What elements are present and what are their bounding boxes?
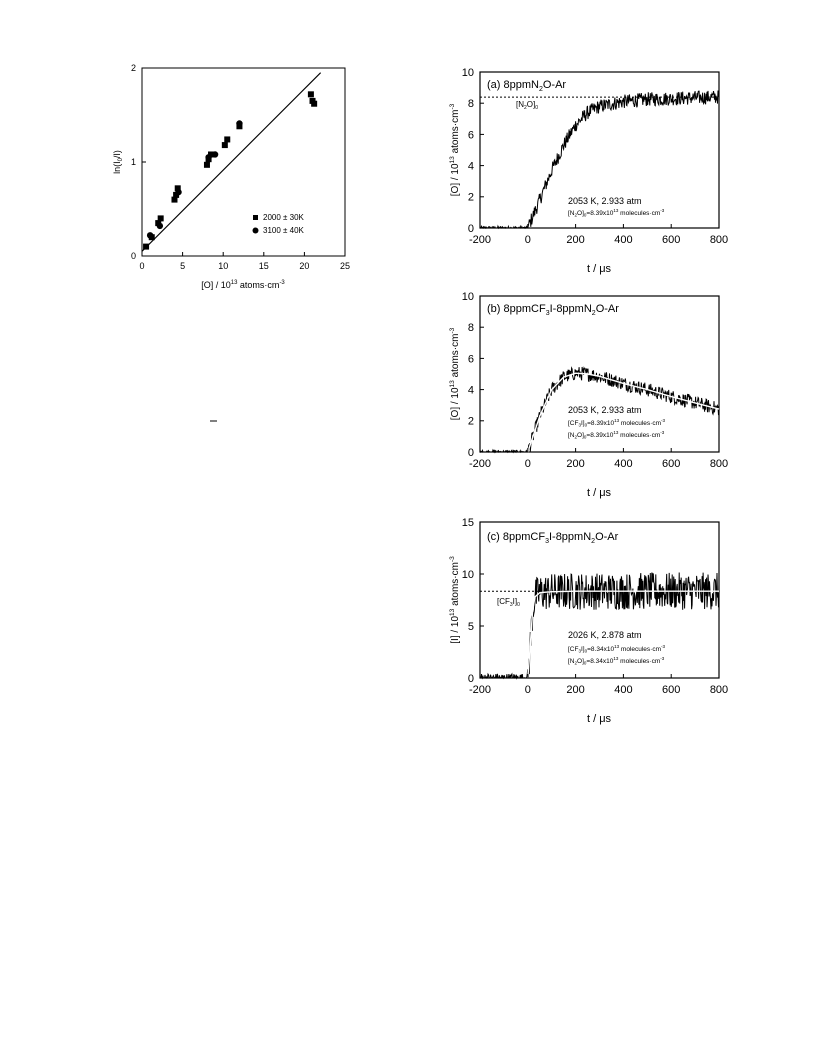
x-tick-label: 0 bbox=[524, 234, 531, 246]
x-axis-label: t / μs bbox=[586, 263, 612, 275]
legend-entry-2000k: 2000 ± 30K bbox=[263, 213, 304, 222]
data-point-circle bbox=[175, 189, 181, 195]
reference-label: $[CF_3I]_0$ bbox=[497, 597, 520, 608]
data-point-square bbox=[143, 244, 149, 250]
y-ticks bbox=[462, 517, 484, 685]
y-axis-label: $\ln(I_0/I)$ bbox=[112, 150, 124, 174]
conditions-line-2: $[CF_3I]_0=8.39x10^{13}$ $molecules\cdot cm^{-3}$ bbox=[568, 418, 666, 428]
x-tick-label: 800 bbox=[709, 234, 729, 246]
y-tick-label: 6 bbox=[467, 129, 474, 142]
x-tick-label: 400 bbox=[614, 234, 633, 246]
x-tick-label: 800 bbox=[709, 684, 729, 696]
y-tick-label: 0 bbox=[467, 446, 474, 459]
panel-c-plot bbox=[449, 517, 728, 725]
x-tick-label: 200 bbox=[566, 684, 585, 696]
y-tick-label: 2 bbox=[467, 415, 474, 428]
x-tick-label: 400 bbox=[614, 458, 633, 470]
x-tick-label: 600 bbox=[662, 458, 681, 470]
y-tick-label: 4 bbox=[467, 384, 474, 397]
y-tick-label: 6 bbox=[467, 353, 474, 366]
conditions-line-1: 2053 K, 2.933 atm bbox=[568, 196, 642, 206]
y-tick-label: 1 bbox=[130, 157, 136, 168]
y-tick-label: 10 bbox=[461, 66, 474, 79]
y-tick-label: 2 bbox=[467, 191, 474, 204]
y-tick-label: 0 bbox=[467, 222, 474, 235]
x-tick-label: 25 bbox=[339, 261, 351, 271]
plot-frame bbox=[142, 68, 345, 256]
data-point-circle bbox=[157, 223, 163, 229]
y-tick-label: 5 bbox=[467, 620, 474, 633]
data-point-square bbox=[308, 91, 314, 97]
plot-marks bbox=[142, 73, 321, 252]
panel-title: (c) 8ppmCF$_3$I-8ppmN$_2$O-Ar bbox=[487, 531, 619, 545]
data-point-square bbox=[204, 162, 210, 168]
x-tick-label: 600 bbox=[662, 684, 681, 696]
legend bbox=[253, 213, 305, 235]
panel-b-plot bbox=[449, 291, 728, 499]
y-axis-label: $[O] / 10^{13}$ $atoms\cdot cm^{-3}$ bbox=[449, 327, 461, 421]
conditions-line-2: $[N_2O]_0=8.39x10^{13}$ $molecules\cdot cm^{-3}$ bbox=[568, 208, 665, 218]
y-tick-label: 0 bbox=[467, 672, 474, 685]
panel-title: (a) 8ppmN$_2$O-Ar bbox=[487, 79, 567, 93]
y-ticks bbox=[131, 63, 146, 261]
x-tick-label: -200 bbox=[468, 684, 492, 696]
legend-square-marker bbox=[253, 215, 258, 220]
x-axis-label: $[O] / 10^{13}$ $atoms\cdot cm^{-3}$ bbox=[201, 280, 285, 290]
x-tick-label: 0 bbox=[524, 458, 531, 470]
x-tick-label: -200 bbox=[468, 458, 492, 470]
x-ticks bbox=[139, 252, 350, 271]
x-tick-label: 200 bbox=[566, 234, 585, 246]
y-axis-label: $[O] / 10^{13}$ $atoms\cdot cm^{-3}$ bbox=[449, 103, 461, 197]
data-point-circle bbox=[212, 151, 218, 157]
data-point-circle bbox=[147, 232, 153, 238]
x-tick-label: 600 bbox=[662, 234, 681, 246]
conditions-line-1: 2053 K, 2.933 atm bbox=[568, 405, 642, 415]
y-tick-label: 0 bbox=[130, 251, 136, 262]
data-point-square bbox=[311, 101, 317, 107]
y-tick-label: 8 bbox=[467, 98, 474, 111]
x-tick-label: 200 bbox=[566, 458, 585, 470]
y-tick-label: 10 bbox=[461, 290, 474, 303]
y-tick-label: 15 bbox=[461, 516, 474, 529]
y-ticks bbox=[462, 291, 484, 459]
panel-title: (b) 8ppmCF$_3$I-8ppmN$_2$O-Ar bbox=[487, 303, 619, 317]
conditions-line-3: $[N_2O]_0=8.34x10^{13}$ $molecules\cdot cm^{-3}$ bbox=[568, 656, 665, 666]
x-tick-label: 0 bbox=[139, 261, 145, 271]
conditions-line-3: $[N_2O]_0=8.39x10^{13}$ $molecules\cdot cm^{-3}$ bbox=[568, 430, 665, 440]
x-tick-label: -200 bbox=[468, 234, 492, 246]
plot-marks bbox=[480, 91, 719, 229]
y-tick-label: 2 bbox=[130, 63, 136, 74]
data-point-square bbox=[222, 142, 228, 148]
x-tick-label: 800 bbox=[709, 458, 729, 470]
reference-label: $[N_2O]_0$ bbox=[516, 100, 539, 111]
y-tick-label: 10 bbox=[461, 568, 474, 581]
x-tick-label: 400 bbox=[614, 684, 633, 696]
x-tick-label: 20 bbox=[299, 261, 310, 271]
y-tick-label: 8 bbox=[467, 322, 474, 335]
x-axis-label: t / μs bbox=[586, 487, 612, 499]
signal-trace bbox=[480, 91, 719, 229]
x-tick-label: 0 bbox=[524, 684, 531, 696]
panel-a-plot bbox=[449, 67, 728, 275]
fit-line bbox=[142, 73, 321, 252]
calibration-plot bbox=[112, 63, 350, 290]
x-tick-label: 10 bbox=[218, 261, 229, 271]
data-point-square bbox=[224, 136, 230, 142]
data-point-circle bbox=[205, 154, 211, 160]
data-point-square bbox=[158, 215, 164, 221]
y-ticks bbox=[462, 67, 484, 235]
legend-entry-3100k: 3100 ± 40K bbox=[263, 226, 304, 235]
y-axis-label: $[I] / 10^{13}$ $atoms\cdot cm^{-3}$ bbox=[449, 556, 461, 644]
x-tick-label: 5 bbox=[180, 261, 186, 271]
data-point-circle bbox=[236, 120, 242, 126]
x-tick-label: 15 bbox=[258, 261, 269, 271]
x-axis-label: t / μs bbox=[586, 713, 612, 725]
legend-circle-marker bbox=[253, 228, 259, 234]
conditions-line-2: $[CF_3I]_0=8.34x10^{13}$ $molecules\cdot cm^{-3}$ bbox=[568, 644, 666, 654]
conditions-line-1: 2026 K, 2.878 atm bbox=[568, 630, 642, 640]
x-ticks bbox=[469, 674, 728, 696]
y-tick-label: 4 bbox=[467, 160, 474, 173]
